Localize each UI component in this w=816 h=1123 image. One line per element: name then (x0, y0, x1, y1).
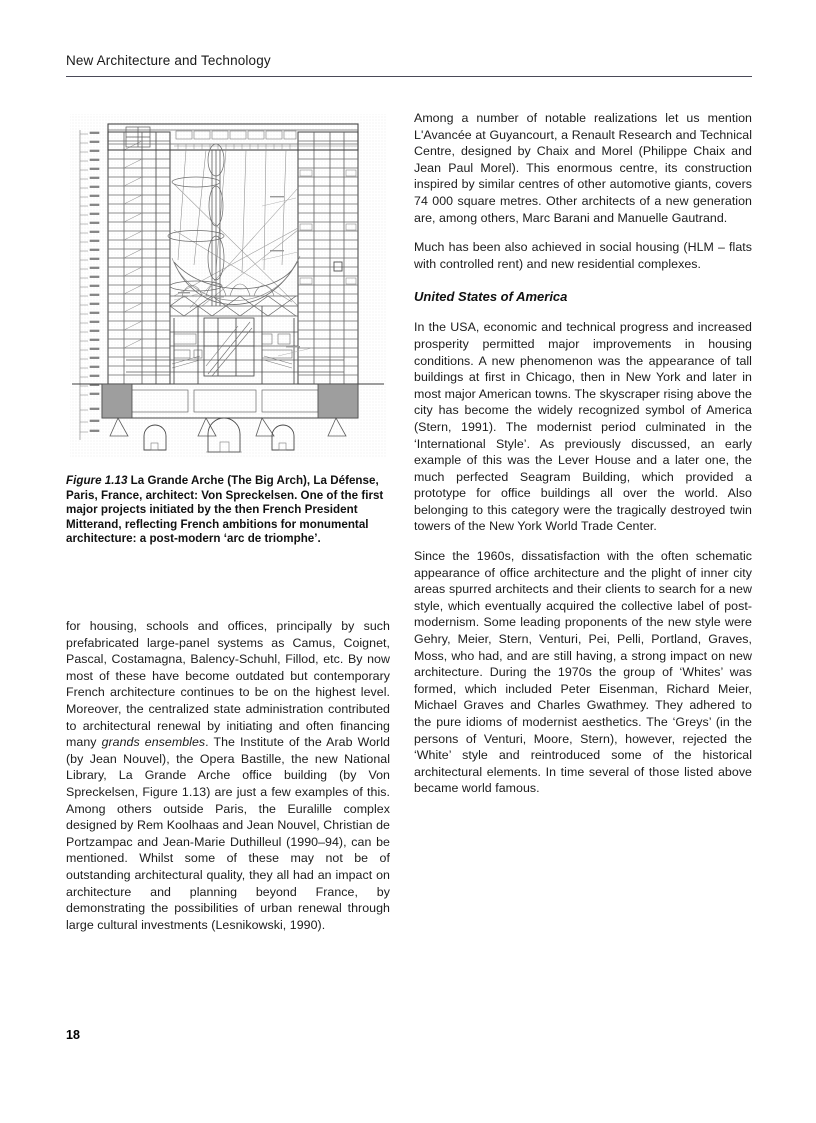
subheading-united-states: United States of America (414, 289, 568, 305)
figure-number: Figure 1.13 (66, 474, 128, 487)
left-paragraph-1 (66, 618, 390, 933)
page-number: 18 (66, 1028, 80, 1042)
left-run-3: . The Institute of the Arab World (by Jean Nouvel), the Opera Bastille, the new National Library, La Grande Arche office building (by Von Spreckelsen, Figure 1.13) are just a few examples of this. Among others outside Paris, the Euralille complex designed by Rem Koolhaas and Jean Nouvel, Christian de Portzampac and Jean-Marie Duthilleul (1990–94), can be mentioned. Whilst some of these may not be of outstanding architectural quality, they all had an impact on architecture and planning beyond France, by demonstrating the possibilities of urban renewal through large cultural investments (Lesnikowski, 1990). (66, 735, 390, 932)
running-head-title: New Architecture and Technology (66, 53, 271, 68)
right-paragraph-4: Since the 1960s, dissatisfaction with the often schematic appearance of office architecture and the plight of inner city areas spurred architects and their clients to search for a new style, which eventually acquired the collective label of post-modernism. Some leading proponents of the new style were Gehry, Meier, Stern, Venturi, Pei, Pelli, Portland, Graves, Moss, who had, and are still having, a strong impact on new architecture. During the 1970s the group of ‘Whites’ was formed, which included Peter Eisenman, Richard Meier, Michael Graves and Charles Gwathmey. They adhered to the pure idioms of modernist aesthetics. The ‘Greys’ (in the persons of Venturi, Moore, Stern), however, rejected the ‘White’ style and reintroduced some of the historical architectural elements. In time several of those listed above became world famous. (414, 549, 752, 796)
left-column (66, 618, 390, 933)
figure-caption (66, 474, 384, 547)
figure-image (66, 110, 390, 462)
right-paragraph-2: Much has been also achieved in social housing (HLM – flats with controlled rent) and new residential complexes. (414, 240, 752, 271)
right-paragraph-3: In the USA, economic and technical progress and increased prosperity permitted major improvements in housing conditions. A new phenomenon was the appearance of tall buildings at first in Chicago, then in New York and later in most major American towns. The skyscraper rising above the city has become the widely recognized symbol of America (Stern, 1991). The modernist period culminated in the ‘International Style’. As previously discussed, an early example of this was the Lever House and a later one, the much perfected Seagram Building, which provided a prototype for office buildings all over the world. Also belonging to this category were the tragically destroyed twin towers of the New York World Trade Center. (414, 320, 752, 534)
left-run-2-italic: grands ensembles (101, 735, 206, 750)
figure-1-13 (66, 110, 390, 547)
la-grande-arche-section-drawing (66, 110, 390, 462)
running-head-rule (66, 76, 752, 77)
right-paragraph-1: Among a number of notable realizations let us mention L'Avancée at Guyancourt, a Renault Research and Technical Centre, designed by Chaix and Morel (Philippe Chaix and Jean Paul Morel). This enormous centre, its construction inspired by similar centres of other automotive giants, covers 74 000 square metres. Other architects of a new generation are, among others, Marc Barani and Manuelle Gautrand. (414, 111, 752, 225)
left-run-1: for housing, schools and offices, principally by such prefabricated large-panel systems as Camus, Coignet, Pascal, Costamagna, Balency-Schuhl, Fillod, etc. By now most of these have become outdated but contemporary French architecture continues to be on the highest level. Moreover, the centralized state administration contributed to architectural renewal by initiating and often financing many (66, 619, 390, 750)
figure-caption-text: La Grande Arche (The Big Arch), La Défense, Paris, France, architect: Von Spreckelsen. One of the first major projects initiated by the then French President Mitterand, reflecting French ambitions for monumental architecture: a post-modern ‘arc de triomphe’. (66, 474, 384, 546)
running-head (66, 52, 752, 69)
right-column (414, 110, 752, 797)
